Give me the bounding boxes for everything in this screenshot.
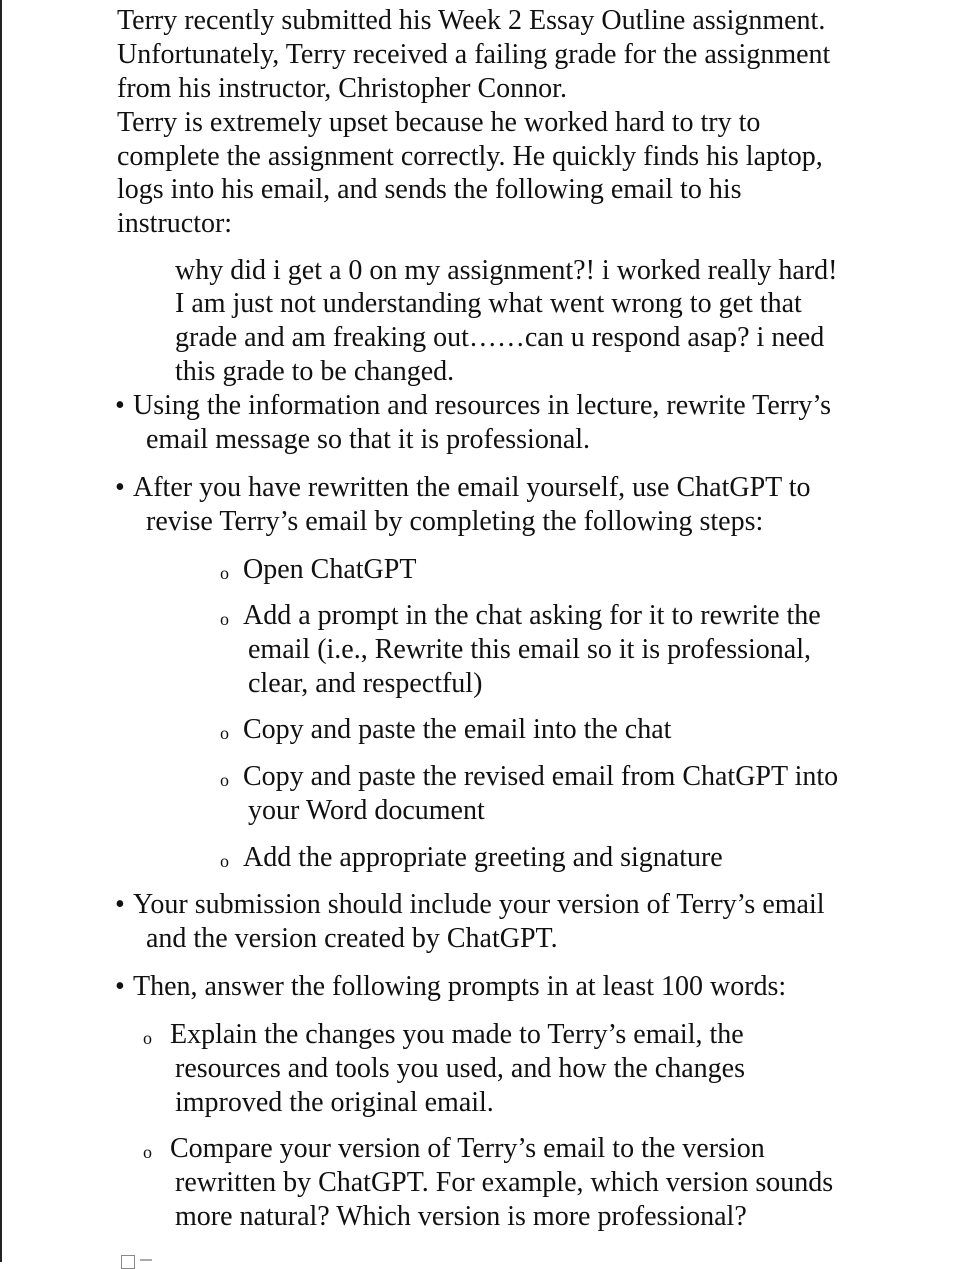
bullet-icon: •: [115, 971, 125, 1002]
step-line: resources and tools you used, and how the changes: [175, 1053, 745, 1084]
step-line: Add the appropriate greeting and signature: [243, 842, 723, 873]
intro-line: Terry recently submitted his Week 2 Essay Outline assignment.: [117, 5, 826, 36]
dash-mark: [140, 1259, 152, 1261]
email-quote-line: I am just not understanding what went wrong to get that: [175, 288, 802, 319]
hollow-bullet-icon: o: [220, 851, 229, 871]
step-line: your Word document: [248, 795, 485, 826]
bullet-line: After you have rewritten the email yourself, use ChatGPT to: [133, 472, 811, 503]
page-edge: [0, 0, 2, 1262]
step-line: more natural? Which version is more professional?: [175, 1201, 747, 1232]
step-line: Add a prompt in the chat asking for it to rewrite the: [243, 600, 821, 631]
intro-line: complete the assignment correctly. He quickly finds his laptop,: [117, 141, 823, 172]
bullet-icon: •: [115, 889, 125, 920]
intro-line: Unfortunately, Terry received a failing grade for the assignment: [117, 39, 831, 70]
intro-line: Terry is extremely upset because he worked hard to try to: [117, 107, 761, 138]
bullet-line: Your submission should include your version of Terry’s email: [133, 889, 825, 920]
hollow-bullet-icon: o: [220, 563, 229, 583]
intro-line: logs into his email, and sends the following email to his: [117, 174, 742, 205]
bullet-line: revise Terry’s email by completing the following steps:: [146, 506, 764, 537]
hollow-bullet-icon: o: [220, 723, 229, 743]
hollow-bullet-icon: o: [220, 609, 229, 629]
step-line: improved the original email.: [175, 1087, 494, 1118]
intro-line: instructor:: [117, 208, 233, 239]
bullet-line: and the version created by ChatGPT.: [146, 923, 558, 954]
intro-line: from his instructor, Christopher Connor.: [117, 73, 567, 104]
hollow-bullet-icon: o: [220, 770, 229, 790]
step-line: rewritten by ChatGPT. For example, which version sounds: [175, 1167, 834, 1198]
step-line: Copy and paste the email into the chat: [243, 714, 672, 745]
bullet-line: email message so that it is professional.: [146, 424, 591, 455]
email-quote-line: why did i get a 0 on my assignment?! i worked really hard!: [175, 255, 838, 286]
checkbox-icon[interactable]: [121, 1255, 135, 1269]
step-line: Explain the changes you made to Terry’s email, the: [170, 1019, 744, 1050]
step-line: email (i.e., Rewrite this email so it is professional,: [248, 634, 811, 665]
bullet-line: Using the information and resources in lecture, rewrite Terry’s: [133, 390, 832, 421]
hollow-bullet-icon: o: [143, 1142, 152, 1162]
hollow-bullet-icon: o: [143, 1028, 152, 1048]
bullet-line: Then, answer the following prompts in at least 100 words:: [133, 971, 787, 1002]
step-line: clear, and respectful): [248, 668, 483, 699]
step-line: Open ChatGPT: [243, 554, 417, 585]
email-quote-line: this grade to be changed.: [175, 356, 455, 387]
email-quote-line: grade and am freaking out……can u respond asap? i need: [175, 322, 825, 353]
bullet-icon: •: [115, 472, 125, 503]
step-line: Compare your version of Terry’s email to the version: [170, 1133, 765, 1164]
bullet-icon: •: [115, 390, 125, 421]
step-line: Copy and paste the revised email from ChatGPT into: [243, 761, 839, 792]
